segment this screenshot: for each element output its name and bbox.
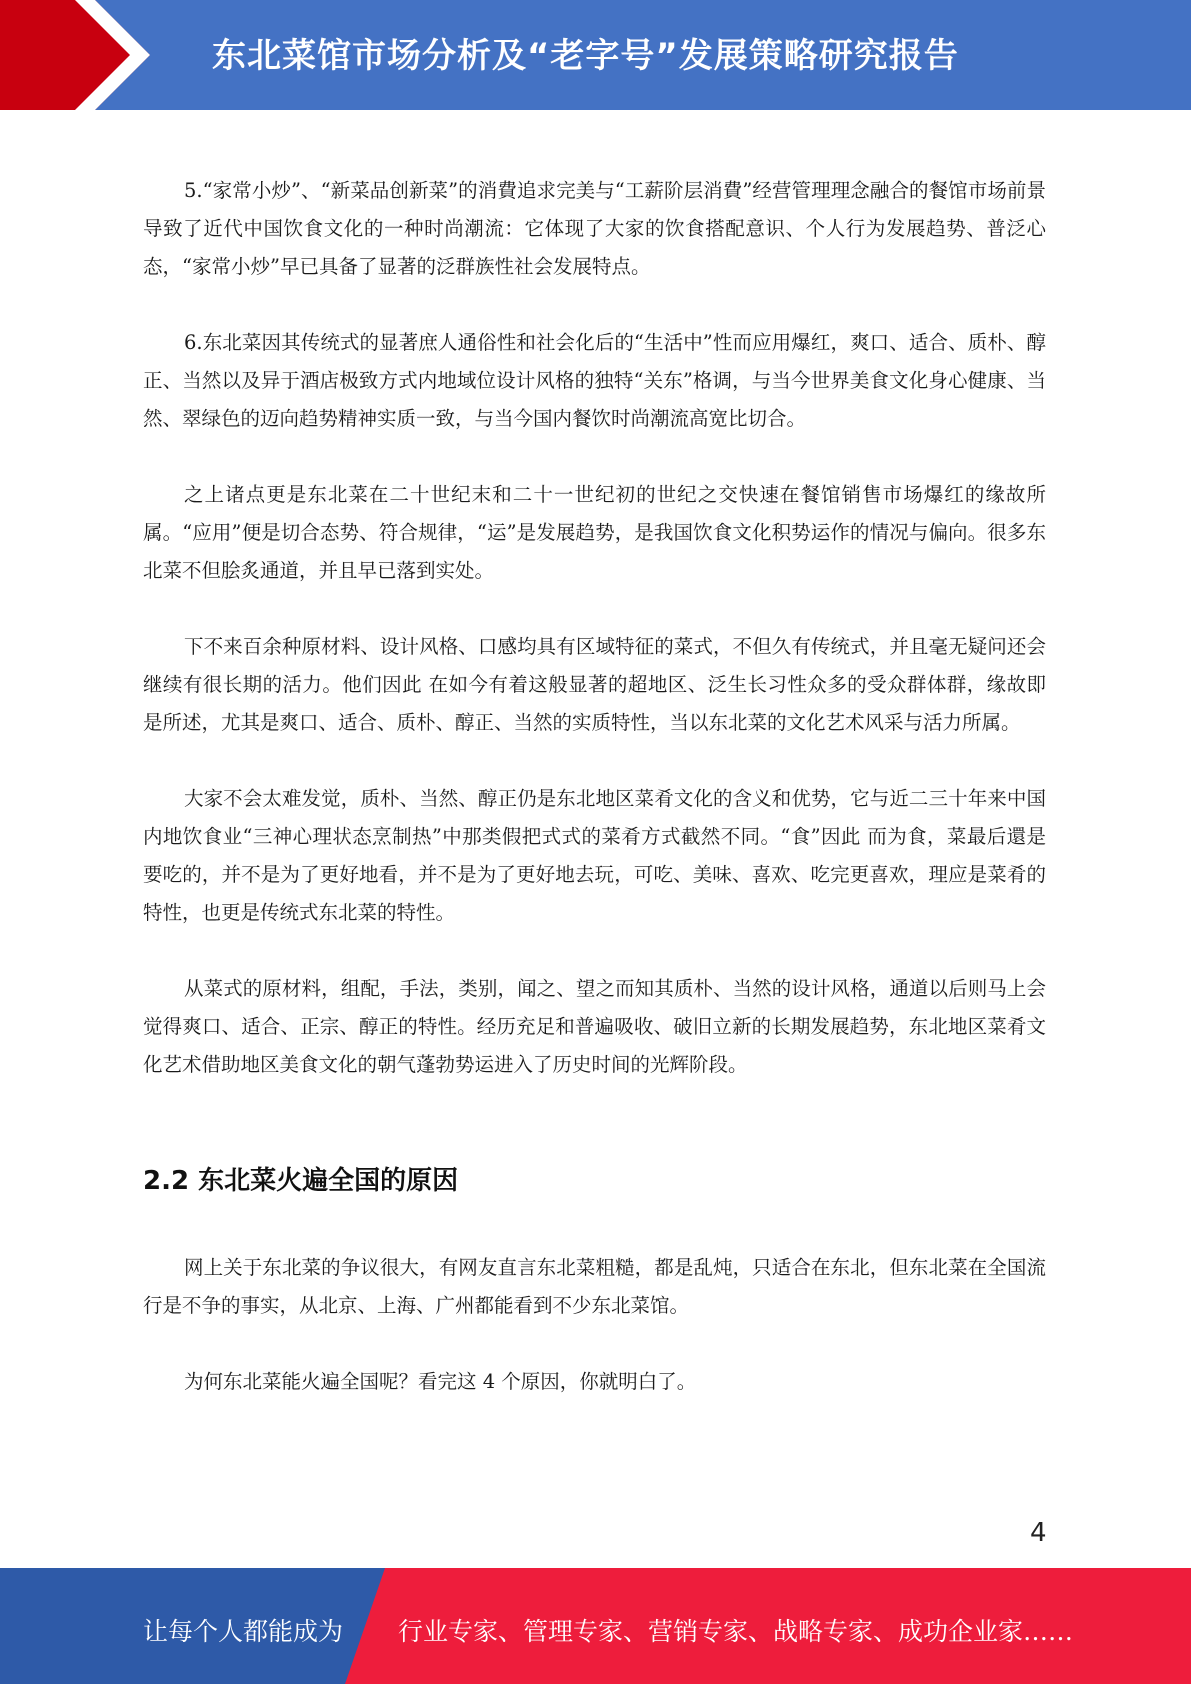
paragraph: 网上关于东北菜的争议很大，有网友直言东北菜粗糙，都是乱炖，只适合在东北，但东北菜在全国流行是不争的事实，从北京、上海、广州都能看到不少东北菜馆。: [143, 1256, 1046, 1317]
report-title: 东北菜馆市场分析及“老字号”发展策略研究报告: [212, 36, 959, 76]
section-heading: 2.2 东北菜火遍全国的原因: [143, 1166, 459, 1196]
paragraph: 大家不会太难发觉，质朴、当然、醇正仍是东北地区菜肴文化的含义和优势，它与近二三十年来中国内地饮食业“三神心理状态烹制热”中那类假把式式的菜肴方式截然不同。“食”因此 而为食，菜最后還是要吃的，并不是为了更好地看，并不是为了更好地去玩，可吃、美味、喜欢、吃完更喜欢，理应是菜肴的特性，也更是传统式东北菜的特性。: [143, 787, 1046, 924]
footer-slogan-left: 让每个人都能成为: [143, 1617, 344, 1646]
paragraph: 从菜式的原材料，组配，手法，类别，闻之、望之而知其质朴、当然的设计风格，通道以后则马上会觉得爽口、适合、正宗、醇正的特性。经历充足和普遍吸收、破旧立新的长期发展趋势，东北地区菜肴文化艺术借助地区美食文化的朝气蓬勃势运进入了历史时间的光辉阶段。: [143, 977, 1046, 1076]
footer-slogan-right: 行业专家、管理专家、营销专家、战略专家、成功企业家……: [398, 1617, 1074, 1646]
page-content: [143, 172, 1046, 1439]
page-header: [0, 0, 1191, 110]
page-number: 4: [1030, 1518, 1047, 1548]
paragraph: 为何东北菜能火遍全国呢？看完这 4 个原因，你就明白了。: [184, 1370, 697, 1393]
paragraph: 6.东北菜因其传统式的显著庶人通俗性和社会化后的“生活中”性而应用爆红，爽口、适合、质朴、醇正、当然以及异于酒店极致方式内地域位设计风格的独特“关东”格调，与当今世界美食文化身心健康、当然、翠绿色的迈向趋势精神实质一致，与当今国内餐饮时尚潮流高宽比切合。: [143, 331, 1046, 430]
paragraph: 5.“家常小炒”、“新菜品创新菜”的消費追求完美与“工薪阶层消費”经营管理理念融合的餐馆市场前景导致了近代中国饮食文化的一种时尚潮流：它体现了大家的饮食搭配意识、个人行为发展趋势、普泛心态，“家常小炒”早已具备了显著的泛群族性社会发展特点。: [143, 179, 1046, 278]
paragraph: 下不来百余种原材料、设计风格、口感均具有区域特征的菜式，不但久有传统式，并且毫无疑问还会继续有很长期的活力。他们因此 在如今有着这般显著的超地区、泛生长习性众多的受众群体群，缘故即是所述，尤其是爽口、适合、质朴、醇正、当然的实质特性，当以东北菜的文化艺术风采与活力所属。: [143, 635, 1046, 734]
paragraph: 之上诸点更是东北菜在二十世纪末和二十一世纪初的世纪之交快速在餐馆销售市场爆红的缘故所属。“应用”便是切合态势、符合规律，“运”是发展趋势，是我国饮食文化积势运作的情况与偏向。很多东北菜不但脍炙通道，并且早已落到实处。: [143, 483, 1046, 582]
page-footer: [0, 1568, 1191, 1684]
